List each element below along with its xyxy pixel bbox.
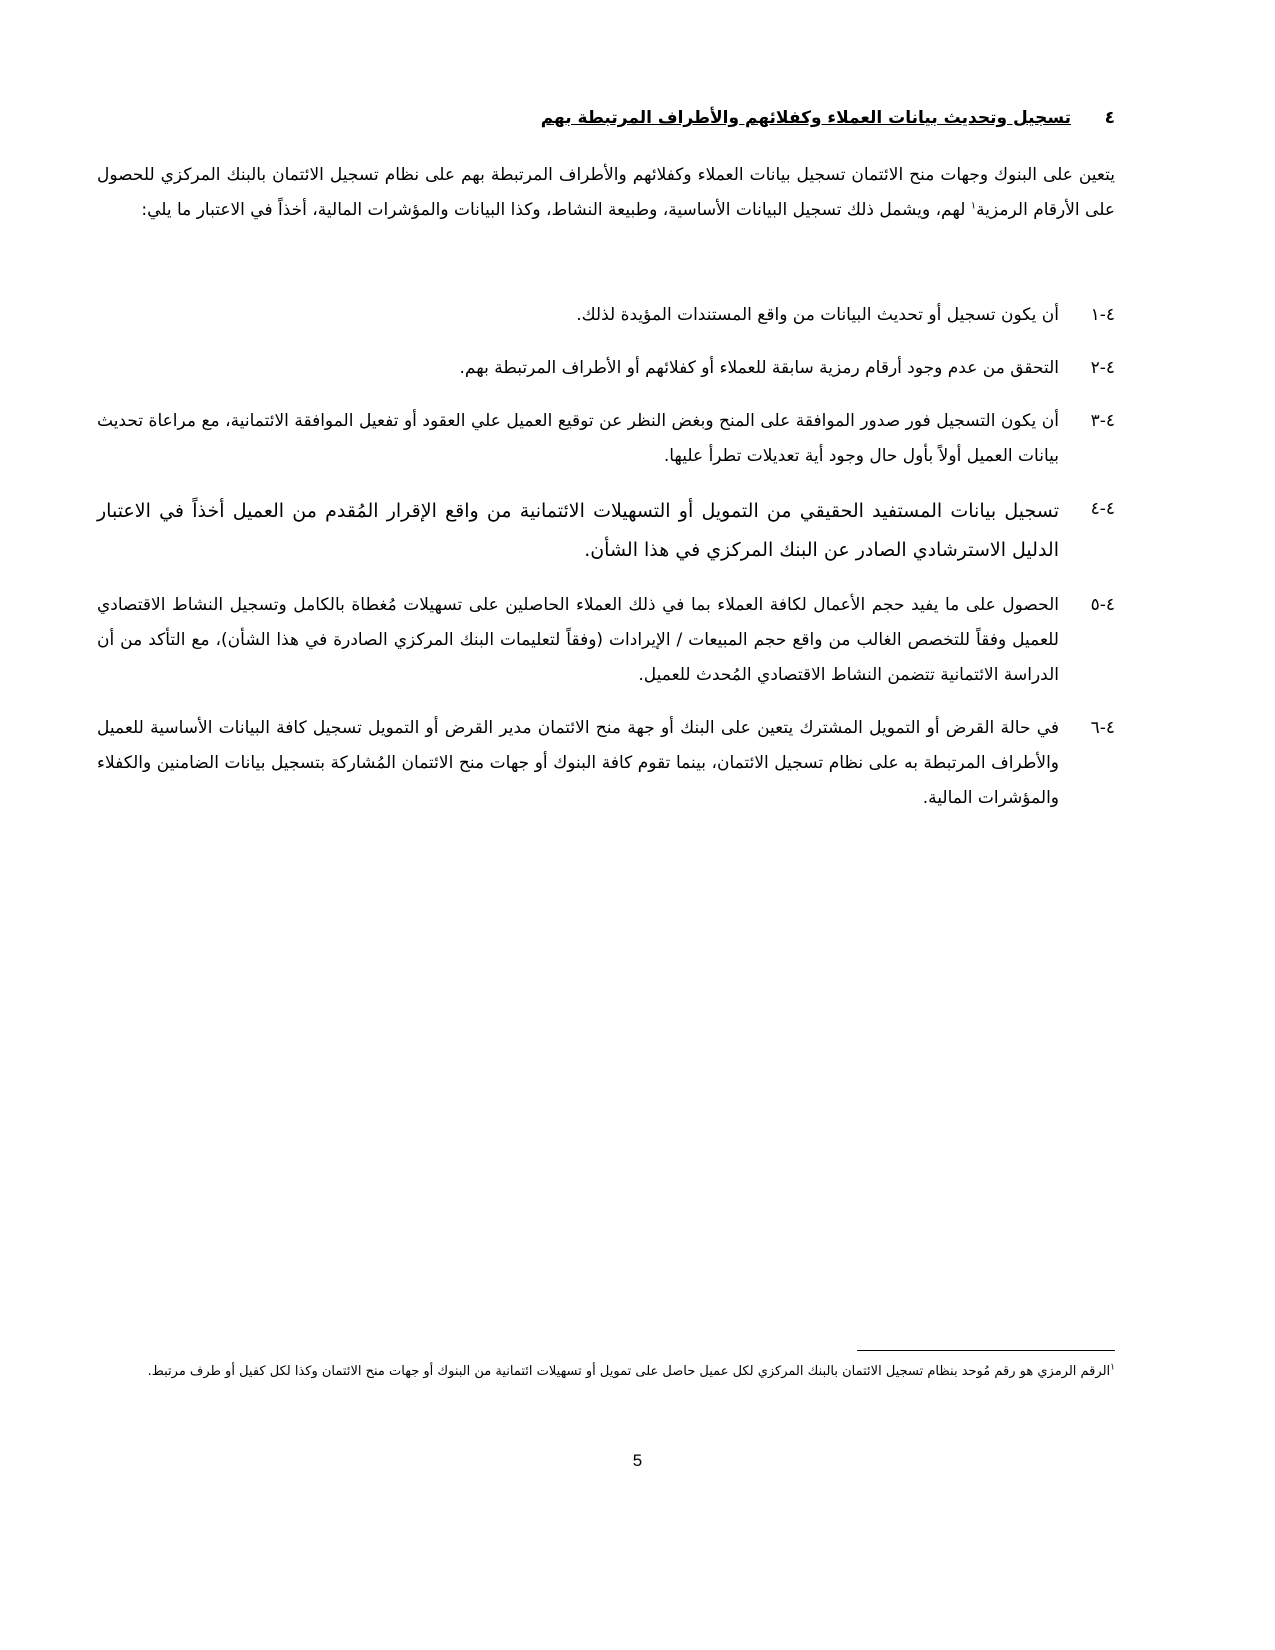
section-heading	[115, 104, 1115, 132]
page-number: 5	[632, 1451, 643, 1470]
section-number: ٤	[1104, 108, 1115, 128]
intro-text-end: لهم، ويشمل ذلك تسجيل البيانات الأساسية، وطبيعة النشاط، وكذا البيانات والمؤشرات المالية، أخذاً في الاعتبار ما يلي:	[141, 200, 971, 220]
intro-text-start: يتعين على البنوك وجهات منح الائتمان تسجيل بيانات العملاء وكفلائهم والأطراف المرتبطة بهم على نظام تسجيل الائتمان بالبنك المركزي للحصول على الأرقام الرمزية	[97, 165, 1115, 220]
list-item-number: ٤-١	[1090, 305, 1115, 325]
list-item-number: ٤-٢	[1090, 358, 1115, 378]
footnote-divider	[857, 1350, 1115, 1351]
section-title: تسجيل وتحديث بيانات العملاء وكفلائهم والأطراف المرتبطة بهم	[540, 108, 1071, 128]
list-item-text: في حالة القرض أو التمويل المشترك يتعين على البنك أو جهة منح الائتمان مدير القرض أو التمويل تسجيل كافة البيانات الأساسية للعميل والأطراف المرتبطة به على نظام تسجيل الائتمان، بينما تقوم كافة البنوك أو جهات منح الائتمان المُشاركة بتسجيل بيانات الضامنين والكفلاء والمؤشرات المالية.	[97, 718, 1059, 808]
footnote	[97, 1362, 1115, 1381]
footnote-text: الرقم الرمزي هو رقم مُوحد بنظام تسجيل الائتمان بالبنك المركزي لكل عميل حاصل على تمويل أو تسهيلات ائتمانية من البنوك أو جهات منح الائتمان وكذا لكل كفيل أو طرف مرتبط.	[147, 1364, 1111, 1379]
footnote-mark: ١	[1110, 1362, 1115, 1373]
list-item-text: أن يكون تسجيل أو تحديث البيانات من واقع المستندات المؤيدة لذلك.	[576, 305, 1059, 325]
list-item	[97, 492, 1115, 570]
requirements-list	[97, 298, 1115, 834]
intro-paragraph	[97, 158, 1115, 228]
list-item-text: التحقق من عدم وجود أرقام رمزية سابقة للعملاء أو كفلائهم أو الأطراف المرتبطة بهم.	[459, 358, 1059, 378]
footnote-reference[interactable]: ١	[970, 200, 977, 212]
list-item-number: ٤-٦	[1090, 718, 1115, 738]
list-item-text: أن يكون التسجيل فور صدور الموافقة على المنح وبغض النظر عن توقيع العميل علي العقود أو تفعيل الموافقة الائتمانية، مع مراعاة تحديث بيانات العميل أولاً بأول حال وجود أية تعديلات تطرأ عليها.	[97, 411, 1059, 466]
list-item-number: ٤-٣	[1090, 411, 1115, 431]
list-item	[97, 298, 1115, 333]
list-item-number: ٤-٤	[1090, 499, 1115, 519]
list-item-text: الحصول على ما يفيد حجم الأعمال لكافة العملاء بما في ذلك العملاء الحاصلين على تسهيلات مُغطاة بالكامل وتسجيل النشاط الاقتصادي للعميل وفقاً للتخصص الغالب من واقع حجم المبيعات / الإيرادات (وفقاً لتعليمات البنك المركزي الصادرة في هذا الشأن)، مع التأكد من أن الدراسة الائتمانية تتضمن النشاط الاقتصادي المُحدث للعميل.	[97, 595, 1059, 685]
list-item	[97, 351, 1115, 386]
list-item	[97, 711, 1115, 816]
list-item-number: ٤-٥	[1090, 595, 1115, 615]
list-item-text: تسجيل بيانات المستفيد الحقيقي من التمويل أو التسهيلات الائتمانية من واقع الإقرار المُقدم من العميل أخذاً في الاعتبار الدليل الاسترشادي الصادر عن البنك المركزي في هذا الشأن.	[97, 500, 1059, 561]
list-item	[97, 588, 1115, 693]
list-item	[97, 404, 1115, 474]
